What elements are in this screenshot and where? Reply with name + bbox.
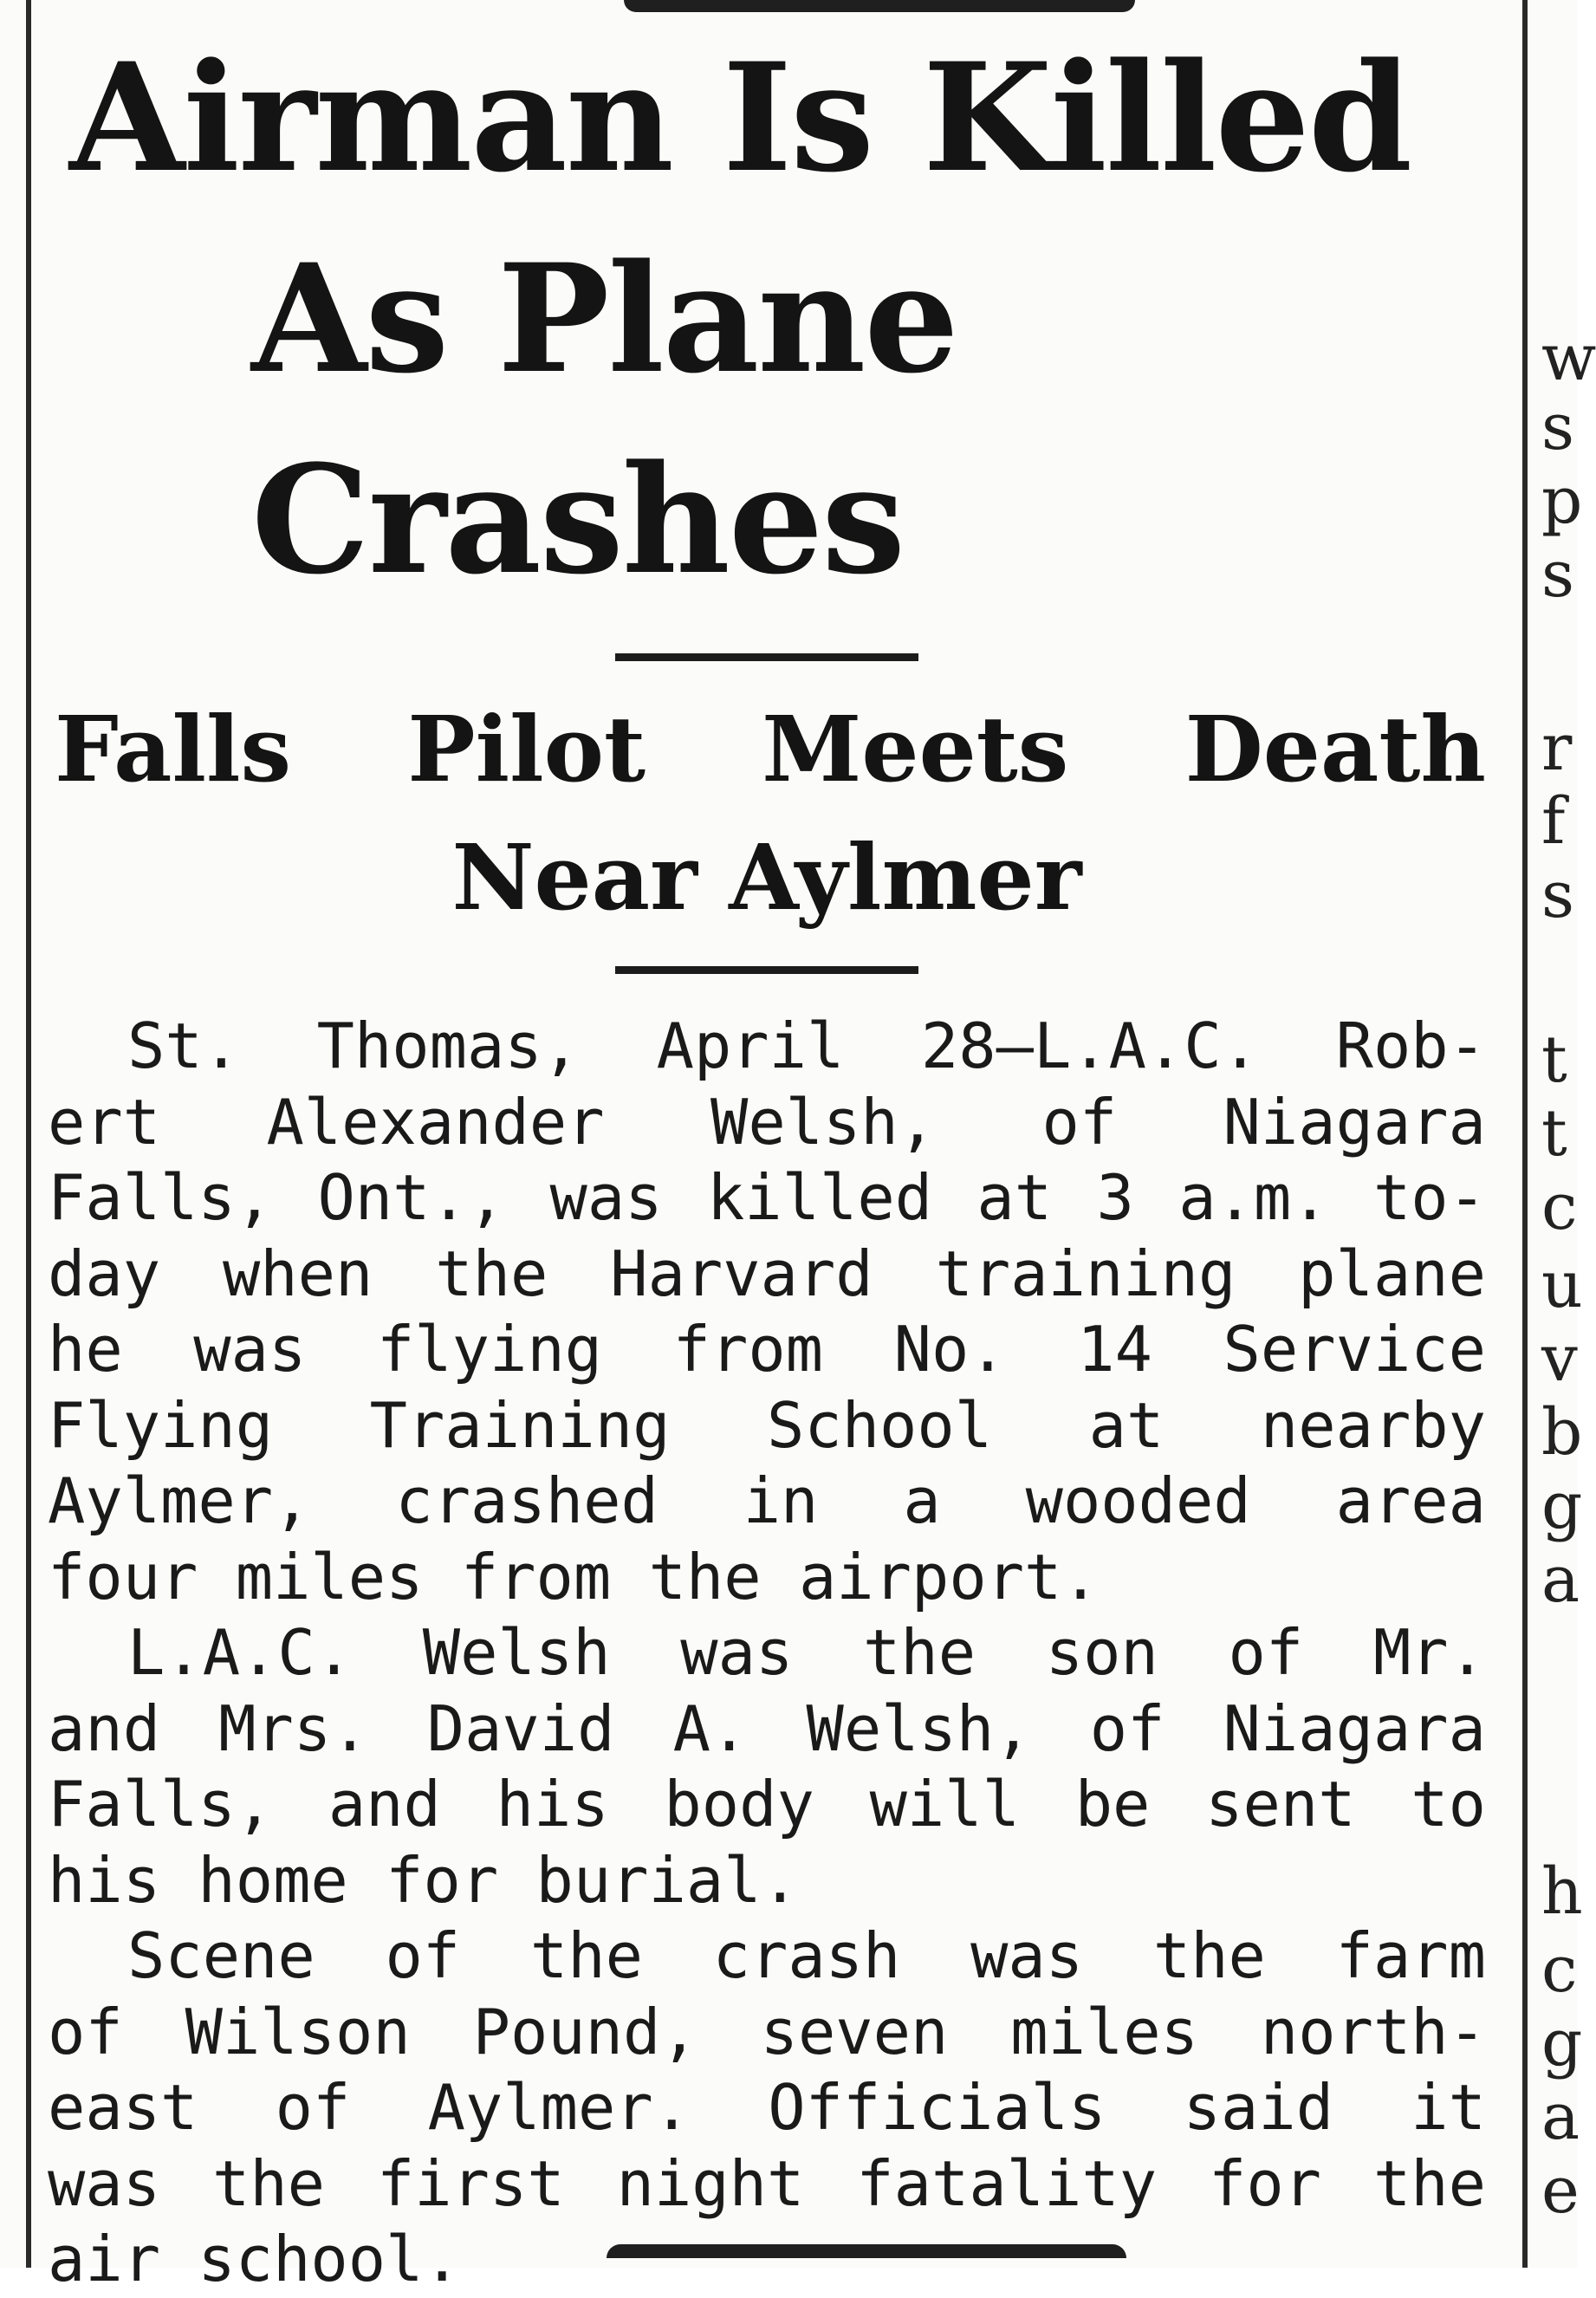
body-line: day when the Harvard training plane (48, 1237, 1486, 1310)
fragment-letter: t (1541, 1022, 1567, 1097)
body-line: Aylmer, crashed in a wooded area (48, 1464, 1486, 1537)
fragment-letter: c (1541, 1170, 1578, 1244)
fragment-letter: s (1541, 390, 1574, 464)
fragment-letter: s (1541, 858, 1574, 932)
headline-line-1: Airman Is Killed (69, 29, 1411, 205)
subheadline-line-1: Falls Pilot Meets Death (55, 696, 1486, 802)
fragment-letter: c (1541, 1932, 1578, 2007)
body-line: of Wilson Pound, seven miles north- (48, 1995, 1486, 2068)
fragment-letter: g (1541, 1469, 1583, 1543)
headline (48, 17, 1486, 620)
paragraph-3 (48, 1918, 1486, 2298)
body-line: was the first night fatality for the (48, 2146, 1486, 2220)
body-line: L.A.C. Welsh was the son of Mr. (127, 1616, 1486, 1689)
fragment-letter: p (1541, 464, 1583, 538)
body-line: St. Thomas, April 28—L.A.C. Rob- (127, 1009, 1486, 1082)
top-ornament-rule (624, 0, 1135, 12)
body-line: ert Alexander Welsh, of Niagara (48, 1085, 1486, 1159)
body-line: Falls, and his body will be sent to (48, 1768, 1486, 1840)
paragraph-1 (48, 1009, 1486, 1615)
fragment-letter: f (1541, 784, 1566, 859)
fragment-letter: u (1541, 1248, 1583, 1322)
fragment-letter: h (1541, 1854, 1583, 1929)
subheadline-line-2: Near Aylmer (451, 824, 1082, 931)
fragment-letter: a (1541, 2080, 1580, 2154)
body-line: his home for burial. (48, 1843, 799, 1917)
adjacent-column-fragment (1536, 0, 1596, 2268)
body-line: he was flying from No. 14 Service (48, 1313, 1486, 1386)
article-body (48, 1009, 1486, 2298)
headline-line-2: As Plane Crashes (251, 230, 957, 607)
body-line: Falls, Ont., was killed at 3 a.m. to- (48, 1161, 1486, 1234)
fragment-letter: e (1541, 2153, 1580, 2228)
body-line: Flying Training School at nearby (48, 1388, 1486, 1462)
fragment-letter: t (1541, 1096, 1567, 1171)
fragment-letter: v (1541, 1321, 1578, 1396)
fragment-letter: a (1541, 1542, 1580, 1617)
headline-divider (615, 653, 918, 661)
paragraph-2 (48, 1615, 1486, 1918)
body-line: and Mrs. David A. Welsh, of Niagara (48, 1691, 1486, 1765)
fragment-letter: g (1541, 2006, 1583, 2081)
fragment-letter: s (1541, 537, 1574, 612)
subheadline (48, 685, 1486, 942)
article (48, 17, 1486, 2298)
left-column-rule (26, 0, 31, 2268)
body-line: air school. (48, 2223, 461, 2295)
fragment-letter: w (1541, 321, 1596, 395)
subheadline-divider (615, 966, 918, 974)
body-line: Scene of the crash was the farm (127, 1919, 1486, 1992)
fragment-letter: r (1541, 711, 1573, 785)
bottom-ornament-rule (607, 2244, 1126, 2258)
right-column-rule (1522, 0, 1528, 2268)
body-line: four miles from the airport. (48, 1540, 1100, 1613)
fragment-letter: b (1541, 1395, 1583, 1470)
body-line: east of Aylmer. Officials said it (48, 2071, 1486, 2144)
